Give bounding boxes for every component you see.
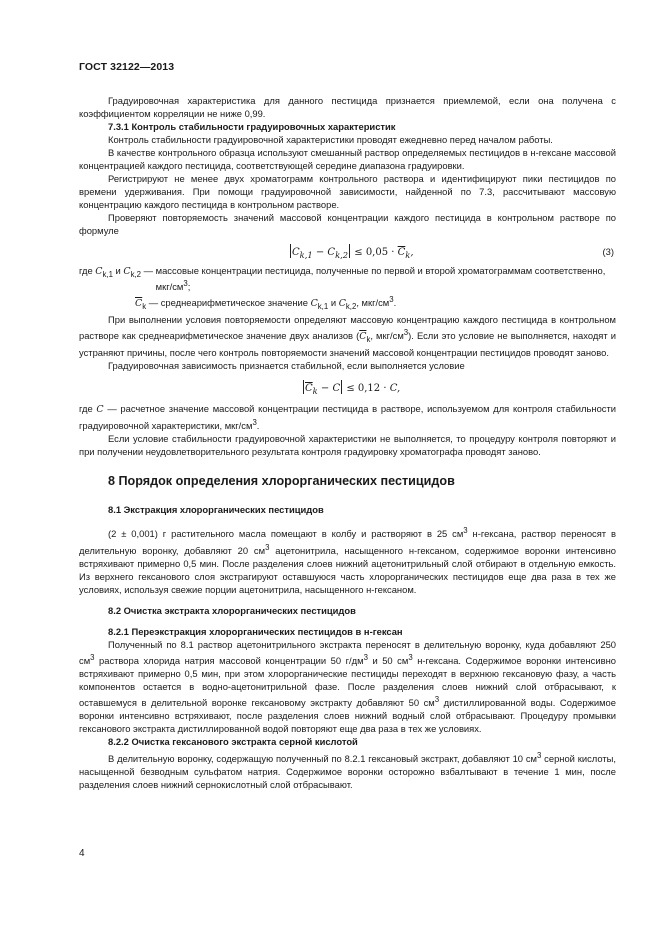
where-description: массовые концентрации пестицида, полученные по первой и второй хроматограммам соответственно, мкг/$см^3$; bbox=[155, 264, 606, 292]
section-heading-7-3-1: 7.3.1 Контроль стабильности градуировочных характеристик bbox=[108, 121, 396, 133]
where-variables: где $C_{k,1}$ и $C_{k,2}$ — bbox=[79, 264, 154, 279]
paragraph: Градуировочная характеристика для данного пестицида признается приемлемой, если она получена с коэффициентом корреляции не ниже 0,99. bbox=[79, 95, 616, 120]
paragraph: Регистрируют не менее двух хроматограмм контрольного раствора и идентифицируют пики пестицидов по времени удерживания. При помощи градуировочной зависимости, найденной по 7.3, рассчитывают массовую концентрацию каждого пестицида в контрольном растворе. bbox=[79, 173, 616, 211]
standard-header: ГОСТ 32122—2013 bbox=[79, 61, 175, 73]
paragraph: При выполнении условия повторяемости определяют массовую концентрацию каждого пестицида в контрольном растворе как среднеарифметическое значение двух анализов ($\overline{C}_k$, мкг/$см^3$). Если это условие не выполняется, находят и устраняют причины, после чего контроль повторяемости значений массовой концентрации пестицидов проводят заново. bbox=[79, 313, 617, 358]
section-heading-8-2-2: 8.2.2 Очистка гексанового экстракта серной кислотой bbox=[108, 736, 358, 748]
section-heading-8-2: 8.2 Очистка экстракта хлорорганических пестицидов bbox=[108, 604, 356, 616]
formula-3-expression: $C_{k,1} - C_{k,2} \le 0,05 \cdot \overline{C}_k$, bbox=[289, 244, 414, 262]
paragraph: В делительную воронку, содержащую полученный по 8.2.1 гексановый экстракт, добавляют 10 $см^3$ серной кислоты, насыщенной безводным сульфатом натрия. Содержимое воронки осторожно взбалтывают в течение 1 мин, после разделения слоев нижний сернокислотный слой отбрасывают. bbox=[79, 750, 616, 790]
formula-number: (3) bbox=[602, 245, 614, 257]
paragraph: Градуировочная зависимость признается стабильной, если выполняется условие bbox=[108, 359, 465, 371]
section-heading-8: 8 Порядок определения хлорорганических пестицидов bbox=[108, 474, 455, 489]
where-clause bbox=[79, 264, 616, 293]
paragraph: Контроль стабильности градуировочной характеристики проводят ежедневно перед началом работы. bbox=[108, 134, 553, 146]
paragraph: В качестве контрольного образца используют смешанный раствор определяемых пестицидов в н-гексане массовой концентрацией каждого пестицида, соответствующей середине диапазона градуировки. bbox=[79, 147, 616, 172]
document-body bbox=[79, 94, 616, 791]
where-clause-c: где C — расчетное значение массовой концентрации пестицида в растворе, используемом для контроля стабильности градуировочной характеристики, мкг/$см^3$. bbox=[79, 402, 616, 432]
paragraph: Полученный по 8.1 раствор ацетонитрильного экстракта переносят в делительную воронку, куда добавляют 250 $см^3$ раствора хлорида натрия массовой концентрации 50 $г/дм^3$ и 50 $см^3$ н-гексана. Содержимое воронки интенсивно встряхивают примерно 0,5 мин, при этом хлорорганические пестициды переходят в верхнюю гексановую фазу, а часть компонентов остается в водно-ацетонитрильной фазе. После разделения слоев нижний слой отбрасывают, к оставшемуся в делительной воронке гексановому экстракту добавляют 50 $см^3$ дистиллированной воды. Содержимое воронки интенсивно встряхивают, после разделения слоев нижний водный слой отбрасывают. Процедуру промывки гексанового экстракта дистиллированной водой повторяют еще два раза в тех же условиях. bbox=[79, 638, 616, 735]
paragraph: Если условие стабильности градуировочной характеристики не выполняется, то процедуру контроля повторяют и при получении неудовлетворительного результата контроля градуировку хроматографа проводят заново. bbox=[79, 433, 616, 458]
formula-stability-expression: $\overline{C}_k - C \le 0,12 \cdot C$, bbox=[302, 380, 400, 398]
where-clause-mean: $\overline{C}_k$ — среднеарифметическое значение $C_{k,1}$ и $C_{k,2}$, мкг/$см^3$. bbox=[135, 294, 397, 311]
section-heading-8-1: 8.1 Экстракция хлорорганических пестицидов bbox=[108, 504, 324, 516]
formula-3 bbox=[79, 238, 616, 264]
paragraph: Проверяют повторяемость значений массовой концентрации каждого пестицида в контрольном растворе по формуле bbox=[79, 212, 616, 237]
paragraph: (2 ± 0,001) г растительного масла помещают в колбу и растворяют в 25 $см^3$ н-гексана, раствор переносят в делительную воронку, добавляют 20 $см^3$ ацетонитрила, насыщенного н-гексаном, содержимое воронки интенсивно встряхивают примерно 0,5 мин. После разделения слоев нижний ацетонитрильный слой отбирают в отдельную емкость. Из верхнего гексанового слоя экстрагируют оставшуюся часть хлорорганических пестицидов еще два раза в тех же условиях, используя свежие порции ацетонитрила, насыщенного н-гексаном. bbox=[79, 526, 617, 595]
page-number: 4 bbox=[79, 848, 85, 859]
section-heading-8-2-1: 8.2.1 Переэкстракция хлорорганических пестицидов в н-гексан bbox=[108, 625, 403, 637]
formula-stability bbox=[79, 372, 616, 402]
